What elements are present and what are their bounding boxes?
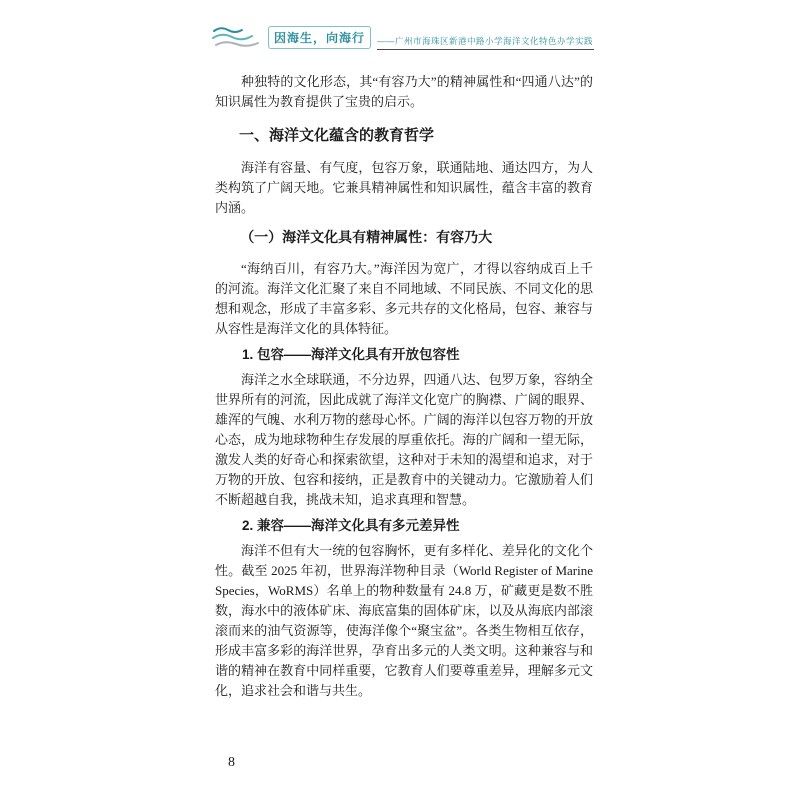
point-heading-2: 2. 兼容——海洋文化具有多元差异性 bbox=[242, 518, 460, 533]
subsection-heading: （一）海洋文化具有精神属性：有容乃大 bbox=[240, 231, 493, 246]
page-number: 8 bbox=[228, 755, 235, 770]
paragraph: “海纳百川，有容乃大。”海洋因为宽广，才得以容纳成百上千的河流。海洋文化汇聚了来自不同地域、不同民族、不同文化的思想和观念，形成了丰富多彩、多元共存的文化格局，包容、兼容与从容性是海洋文化的具体特征。 bbox=[215, 261, 593, 336]
book-title: 因海生，向海行 bbox=[268, 26, 371, 49]
section-heading: 一、海洋文化蕴含的教育哲学 bbox=[239, 127, 435, 144]
paragraph: 海洋有容量、有气度，包容万象，联通陆地、通达四方，为人类构筑了广阔天地。它兼具精神属性和知识属性，蕴含丰富的教育内涵。 bbox=[215, 160, 593, 215]
text-column bbox=[215, 72, 593, 701]
book-subtitle: ——广州市海珠区新港中路小学海洋文化特色办学实践 bbox=[377, 36, 594, 46]
paragraph-intro: 种独特的文化形态，其“有容乃大”的精神属性和“四通八达”的知识属性为教育提供了宝贵的启示。 bbox=[215, 74, 593, 109]
page-header bbox=[212, 20, 594, 50]
paragraph: 海洋不但有大一统的包容胸怀，更有多样化、差异化的文化个性。截至 2025 年初，世界海洋物种目录（World Register of Marine Species，WoRMS）名单上的物种数量有 24.8 万，矿藏更是数不胜数，海水中的液体矿床、海底富集的固体矿床，以及从海底内部滚滚而来的油气资源等，使海洋像个“聚宝盆”。各类生物相互依存，形成丰富多彩的海洋世界，孕育出多元的人类文明。这种兼容与和谐的精神在教育中同样重要，它教育人们要尊重差异，理解多元文化，追求社会和谐与共生。 bbox=[215, 543, 593, 698]
waves-icon bbox=[212, 24, 260, 50]
point-heading-1: 1. 包容——海洋文化具有开放包容性 bbox=[242, 347, 460, 362]
header-rule bbox=[377, 35, 594, 50]
paragraph: 海洋之水全球联通，不分边界，四通八达、包罗万象，容纳全世界所有的河流，因此成就了海洋文化宽广的胸襟、广阔的眼界、雄浑的气魄、水利万物的慈母心怀。广阔的海洋以包容万物的开放心态，成为地球物种生存发展的厚重依托。海的广阔和一望无际，激发人类的好奇心和探索欲望，这种对于未知的渴望和追求，对于万物的开放、包容和接纳，正是教育中的关键动力。它激励着人们不断超越自我，挑战未知，追求真理和智慧。 bbox=[215, 372, 593, 507]
